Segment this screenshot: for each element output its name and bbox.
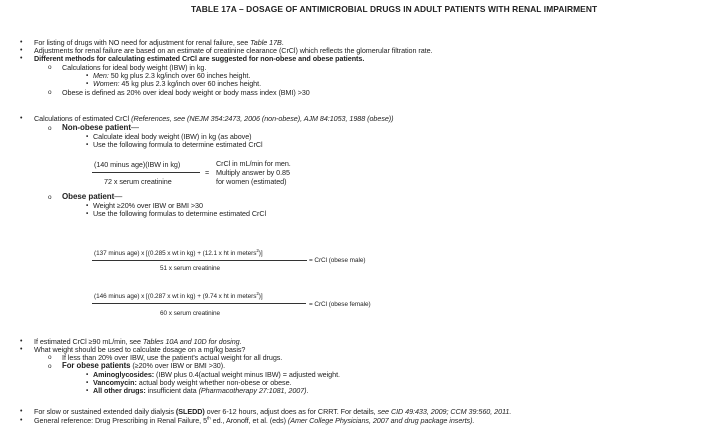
page-title: TABLE 17A – DOSAGE OF ANTIMICROBIAL DRUGS IN ADULT PATIENTS WITH RENAL IMPAIRMENT [191,4,598,14]
dosing-line-1: If estimated CrCl ≥90 mL/min, see Tables 10A and 10D for dosing. [34,337,242,346]
obese-female-result: = CrCl (obese female) [309,301,371,308]
bullet: • [20,47,23,54]
circle-bullet: o [48,89,52,96]
equals-sign: = [205,168,210,177]
dosing-line-2: What weight should be used to calculate dosage on a mg/kg basis? [34,345,246,354]
square-bullet: ▪ [86,387,89,394]
fraction-bar [92,172,200,173]
fraction-bar [92,260,307,261]
footer-reference: General reference: Drug Prescribing in Renal Failure, 5th ed., Aronoff, et al. (eds) (Amer College Physicians, 2007 and drug package inserts). [34,415,475,425]
ibw-heading: Calculations for ideal body weight (IBW) in kg. [62,63,207,72]
footer-sledd: For slow or sustained extended daily dialysis (SLEDD) over 6-12 hours, adjust does as for CRRT. For details, see CID 49:433, 2009; CCM 39:560, 2011. [34,407,512,416]
bullet: • [20,408,23,415]
bullet: • [20,338,23,345]
obese-female-denominator: 60 x serum creatinine [160,310,221,317]
dosing-other: All other drugs: insufficient data (Pharmacotherapy 27:1081, 2007). [93,386,309,395]
intro-line-2: Adjustments for renal failure are based on an estimate of creatinine clearance (CrCl) which reflects the glomerular filtration rate. [34,46,433,55]
dosing-aminoglycosides: Aminoglycosides: (IBW plus 0.4(actual weight minus IBW) = adjusted weight. [93,370,340,379]
square-bullet: ▪ [86,379,89,386]
bullet: • [20,39,23,46]
obese-male-denominator: 51 x serum creatinine [160,265,221,272]
square-bullet: ▪ [86,72,89,79]
calc-heading: Calculations of estimated CrCl (References, see (NEJM 354:2473, 2006 (non-obese), AJM 84:1053, 1988 (obese)) [34,114,394,123]
intro-line-3: Different methods for calculating estimated CrCl are suggested for non-obese and obese patients. [34,54,365,63]
dosing-sub-2: For obese patients (≥20% over IBW or BMI >30). [62,361,226,370]
obese-step-2: Use the following formulas to determine estimated CrCl [93,209,267,218]
obese-definition: Obese is defined as 20% over ideal body weight or body mass index (BMI) >30 [62,88,310,97]
square-bullet: ▪ [86,210,89,217]
bullet: • [20,417,23,424]
obese-step-1: Weight ≥20% over IBW or BMI >30 [93,201,203,210]
nonobese-result-1: CrCl in mL/min for men. [216,159,291,168]
dosing-vancomycin: Vancomycin: actual body weight whether non-obese or obese. [93,378,292,387]
bullet: • [20,55,23,62]
square-bullet: ▪ [86,141,89,148]
nonobese-step-1: Calculate ideal body weight (IBW) in kg (as above) [93,132,252,141]
obese-male-numerator: (137 minus age) x [(0.285 x wt in kg) + (12.1 x ht in meters$^2$)] [94,247,263,257]
fraction-bar [92,303,306,304]
dosing-sub-1: If less than 20% over IBW, use the patient's actual weight for all drugs. [62,353,283,362]
obese-female-numerator: (146 minus age) x [(0.287 x wt in kg) + (9.74 x ht in meters$^2$)] [94,290,263,300]
circle-bullet: o [48,125,52,132]
nonobese-denominator: 72 x serum creatinine [104,177,172,186]
square-bullet: ▪ [86,371,89,378]
bullet: • [20,346,23,353]
nonobese-result-3: for women (estimated) [216,177,287,186]
nonobese-step-2: Use the following formula to determine estimated CrCl [93,140,263,149]
intro-line-1: For listing of drugs with NO need for adjustment for renal failure, see Table 17B. [34,38,284,47]
nonobese-label: Non-obese patient— [62,123,139,132]
nonobese-result-2: Multiply answer by 0.85 [216,168,290,177]
square-bullet: ▪ [86,133,89,140]
circle-bullet: o [48,354,52,361]
obese-label: Obese patient— [62,192,123,201]
circle-bullet: o [48,363,52,370]
ibw-women: Women: 45 kg plus 2.3 kg/inch over 60 inches height. [93,79,262,88]
nonobese-numerator: (140 minus age)(IBW in kg) [94,160,181,169]
square-bullet: ▪ [86,80,89,87]
circle-bullet: o [48,194,52,201]
circle-bullet: o [48,64,52,71]
bullet: • [20,115,23,122]
obese-male-result: = CrCl (obese male) [309,257,366,264]
square-bullet: ▪ [86,202,89,209]
ibw-men: Men: 50 kg plus 2.3 kg/inch over 60 inches height. [93,71,251,80]
